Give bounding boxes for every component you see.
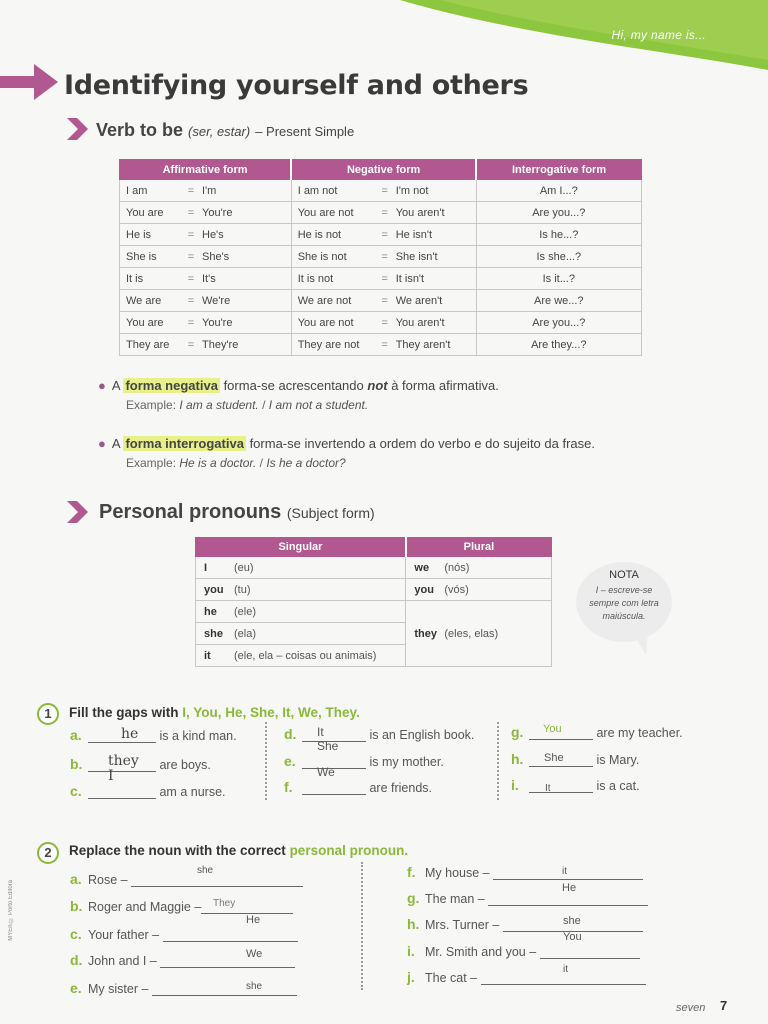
table-cell: Are you...? (476, 312, 641, 334)
handwritten-answer: she (246, 981, 263, 992)
table-cell: You are not = You aren't (291, 202, 476, 224)
handwritten-answer: they (108, 753, 139, 769)
table-header: Singular (196, 538, 406, 557)
handwritten-answer: He (246, 914, 261, 926)
table-header: Affirmative form (120, 160, 292, 180)
page-title: Identifying yourself and others (64, 70, 529, 101)
table-header: Negative form (291, 160, 476, 180)
table-row (120, 224, 642, 246)
handwritten-answer: he (121, 726, 139, 742)
table-cell: I (eu) (196, 557, 406, 579)
section-chevron-icon (64, 499, 90, 525)
table-cell: You are = You're (120, 202, 292, 224)
table-cell: You are not = You aren't (291, 312, 476, 334)
exercise-item: b. are boys. (70, 756, 211, 772)
exercise-item: c. am a nurse. (70, 783, 226, 799)
table-cell: they (eles, elas) (406, 601, 552, 667)
handwritten-answer: She (544, 752, 564, 764)
nota-body: I – escreve-se sempre com letra maiúscula. (589, 585, 659, 621)
exercise-item: a. is a kind man. (70, 727, 237, 743)
answer-gap[interactable] (131, 873, 303, 887)
answer-gap[interactable] (488, 892, 648, 906)
dotted-divider (265, 722, 267, 800)
section-chevron-icon (64, 116, 90, 142)
answer-gap[interactable] (540, 945, 640, 959)
page-number: 7 (720, 998, 728, 1013)
exercise-item: h. is Mary. (511, 751, 640, 767)
handwritten-answer: You (563, 931, 582, 943)
exercise-item: e. is my mother. (284, 753, 444, 769)
exercise-item: c. Your father – (70, 926, 298, 942)
handwritten-answer: You (543, 723, 562, 735)
table-cell: I am = I'm (120, 180, 292, 202)
table-cell: Is it...? (476, 268, 641, 290)
handwritten-answer: We (246, 948, 263, 960)
table-cell: You are = You're (120, 312, 292, 334)
exercise-item: i. Mr. Smith and you – (407, 943, 640, 959)
handwritten-answer: she (197, 865, 214, 876)
table-cell: Am I...? (476, 180, 641, 202)
table-row (120, 268, 642, 290)
handwritten-answer: it (562, 866, 567, 877)
example-interrogative: Example: He is a doctor. / Is he a doctor? (126, 456, 346, 470)
table-cell: He is = He's (120, 224, 292, 246)
table-cell: you (vós) (406, 579, 552, 601)
table-header: Plural (406, 538, 552, 557)
exercise-number: 2 (37, 842, 59, 864)
dotted-divider (361, 862, 363, 990)
exercise-item: d. is an English book. (284, 726, 475, 742)
answer-gap[interactable] (529, 779, 593, 793)
exercise-item: a. Rose – (70, 871, 303, 887)
title-arrow-icon (0, 62, 62, 102)
table-cell: He is not = He isn't (291, 224, 476, 246)
table-row (120, 180, 642, 202)
exercise-item: b. Roger and Maggie – (70, 898, 293, 914)
table-row (120, 290, 642, 312)
header-band (400, 0, 768, 70)
handwritten-answer: I (108, 768, 114, 784)
table-cell: it (ele, ela – coisas ou animais) (196, 645, 406, 667)
header-tagline: Hi, my name is... (611, 28, 706, 42)
exercise-item: f. My house – (407, 864, 643, 880)
table-cell: She is = She's (120, 246, 292, 268)
table-cell: I am not = I'm not (291, 180, 476, 202)
section-title-verb-to-be: Verb to be (ser, estar) – Present Simple (96, 120, 355, 140)
exercise-item: h. Mrs. Turner – (407, 916, 643, 932)
table-row (120, 202, 642, 224)
table-row (120, 312, 642, 334)
exercise-item: i. is a cat. (511, 777, 640, 793)
handwritten-answer: It (317, 725, 324, 739)
exercise-number: 1 (37, 703, 59, 725)
exercise-item: g. The man – (407, 890, 648, 906)
exercise-item: g. are my teacher. (511, 724, 683, 740)
table-cell: she (ela) (196, 623, 406, 645)
table-cell: They are = They're (120, 334, 292, 356)
table-cell: Are we...? (476, 290, 641, 312)
answer-gap[interactable] (493, 866, 643, 880)
answer-gap[interactable] (152, 982, 297, 996)
exercise-item: f. are friends. (284, 779, 433, 795)
table-cell: We are not = We aren't (291, 290, 476, 312)
verb-to-be-table (119, 159, 642, 356)
table-cell: It is = It's (120, 268, 292, 290)
example-negative: Example: I am a student. / I am not a student. (126, 398, 369, 412)
table-cell: Is he...? (476, 224, 641, 246)
section-title-personal-pronouns: Personal pronouns (Subject form) (99, 501, 375, 523)
exercise-2-title: Replace the noun with the correct personal pronoun. (69, 843, 409, 858)
handwritten-answer: It (545, 783, 551, 794)
answer-gap[interactable] (163, 928, 298, 942)
handwritten-answer: it (563, 964, 568, 975)
table-header: Interrogative form (476, 160, 641, 180)
exercise-1-title: Fill the gaps with I, You, He, She, It, We, They. (69, 705, 360, 720)
note-negative: ● A forma negativa forma-se acrescentando not à forma afirmativa. (98, 378, 499, 393)
answer-gap[interactable] (88, 785, 156, 799)
table-cell: Are they...? (476, 334, 641, 356)
answer-gap[interactable] (160, 954, 295, 968)
exercise-item: j. The cat – (407, 969, 646, 985)
copyright-note: MYEn © Porto Editora (8, 880, 14, 941)
table-row (120, 334, 642, 356)
table-cell: She is not = She isn't (291, 246, 476, 268)
table-cell: We are = We're (120, 290, 292, 312)
handwritten-answer: She (317, 739, 339, 753)
exercise-item: d. John and I – (70, 952, 295, 968)
table-cell: you (tu) (196, 579, 406, 601)
table-row (120, 246, 642, 268)
note-interrogative: ● A forma interrogativa forma-se invertendo a ordem do verbo e do sujeito da frase. (98, 436, 595, 451)
table-cell: Are you...? (476, 202, 641, 224)
table-cell: we (nós) (406, 557, 552, 579)
dotted-divider (497, 722, 499, 800)
personal-pronouns-table (195, 537, 552, 667)
page-number-word: seven (676, 1002, 706, 1014)
handwritten-answer: We (317, 765, 335, 779)
nota-title: NOTA (609, 569, 639, 581)
handwritten-answer: They (213, 898, 236, 909)
table-cell: he (ele) (196, 601, 406, 623)
table-cell: It is not = It isn't (291, 268, 476, 290)
handwritten-answer: He (562, 882, 577, 894)
table-cell: Is she...? (476, 246, 641, 268)
answer-gap[interactable] (302, 781, 366, 795)
exercise-item: e. My sister – (70, 980, 297, 996)
table-cell: They are not = They aren't (291, 334, 476, 356)
handwritten-answer: she (563, 915, 581, 927)
